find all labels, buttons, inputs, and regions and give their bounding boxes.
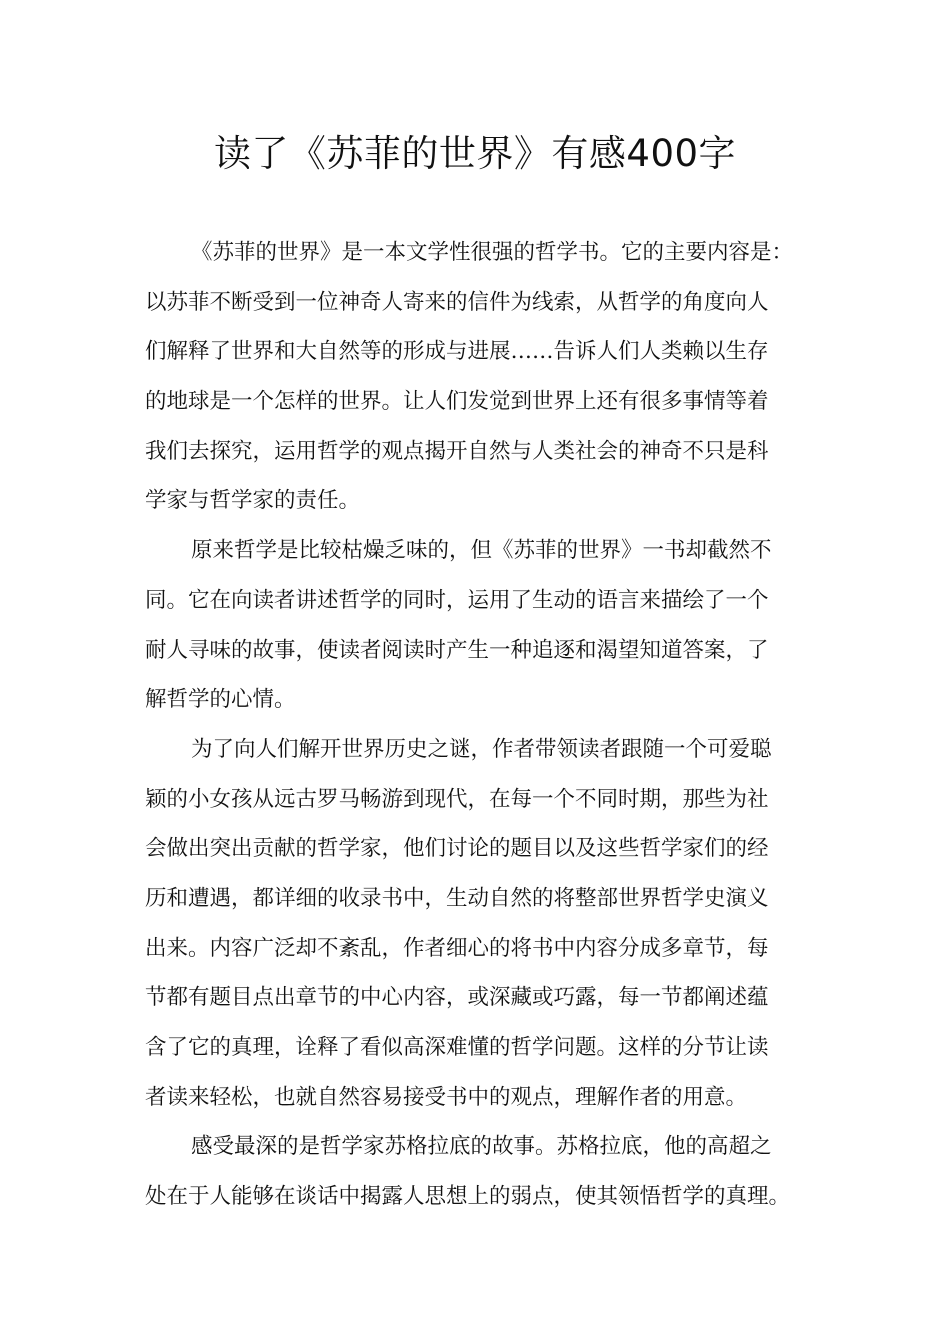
paragraph-3-line-4: 历和遭遇，都详细的收录书中，生动自然的将整部世界哲学史演义 bbox=[145, 885, 769, 911]
paragraph-1-line-5: 我们去探究，运用哲学的观点揭开自然与人类社会的神奇不只是科 bbox=[145, 438, 769, 464]
paragraph-4-line-2: 处在于人能够在谈话中揭露人思想上的弱点，使其领悟哲学的真理。 bbox=[145, 1184, 791, 1210]
paragraph-3-line-6: 节都有题目点出章节的中心内容，或深藏或巧露，每一节都阐述蕴 bbox=[145, 985, 769, 1011]
paragraph-1-line-4: 的地球是一个怎样的世界。让人们发觉到世界上还有很多事情等着 bbox=[145, 389, 769, 415]
paragraph-4-line-1: 感受最深的是哲学家苏格拉底的故事。苏格拉底，他的高超之 bbox=[191, 1134, 772, 1160]
paragraph-1-line-3: 们解释了世界和大自然等的形成与进展……告诉人们人类赖以生存 bbox=[145, 339, 769, 365]
paragraph-3-line-5: 出来。内容广泛却不紊乱，作者细心的将书中内容分成多章节，每 bbox=[145, 935, 769, 961]
paragraph-2-line-4: 解哲学的心情。 bbox=[145, 687, 296, 713]
document-body bbox=[145, 228, 825, 1222]
paragraph-2-line-3: 耐人寻味的故事，使读者阅读时产生一种追逐和渴望知道答案，了 bbox=[145, 637, 769, 663]
paragraph-3-line-3: 会做出突出贡献的哲学家，他们讨论的题目以及这些哲学家们的经 bbox=[145, 836, 769, 862]
paragraph-1-line-1: 《苏菲的世界》是一本文学性很强的哲学书。它的主要内容是： bbox=[191, 240, 794, 265]
paragraph-1-line-2: 以苏菲不断受到一位神奇人寄来的信件为线索，从哲学的角度向人 bbox=[145, 289, 769, 315]
paragraph-3-line-8: 者读来轻松，也就自然容易接受书中的观点，理解作者的用意。 bbox=[145, 1084, 748, 1110]
paragraph-2-line-2: 同。它在向读者讲述哲学的同时，运用了生动的语言来描绘了一个 bbox=[145, 587, 769, 613]
document-title: 读了《苏菲的世界》有感400字 bbox=[213, 132, 737, 175]
paragraph-3-line-1: 为了向人们解开世界历史之谜，作者带领读者跟随一个可爱聪 bbox=[191, 736, 772, 762]
paragraph-1-line-6: 学家与哲学家的责任。 bbox=[145, 488, 361, 514]
paragraph-2-line-1: 原来哲学是比较枯燥乏味的，但《苏菲的世界》一书却截然不 bbox=[191, 538, 772, 564]
paragraph-3-line-7: 含了它的真理，诠释了看似高深难懂的哲学问题。这样的分节让读 bbox=[145, 1035, 769, 1060]
paragraph-3-line-2: 颖的小女孩从远古罗马畅游到现代，在每一个不同时期，那些为社 bbox=[145, 786, 769, 812]
